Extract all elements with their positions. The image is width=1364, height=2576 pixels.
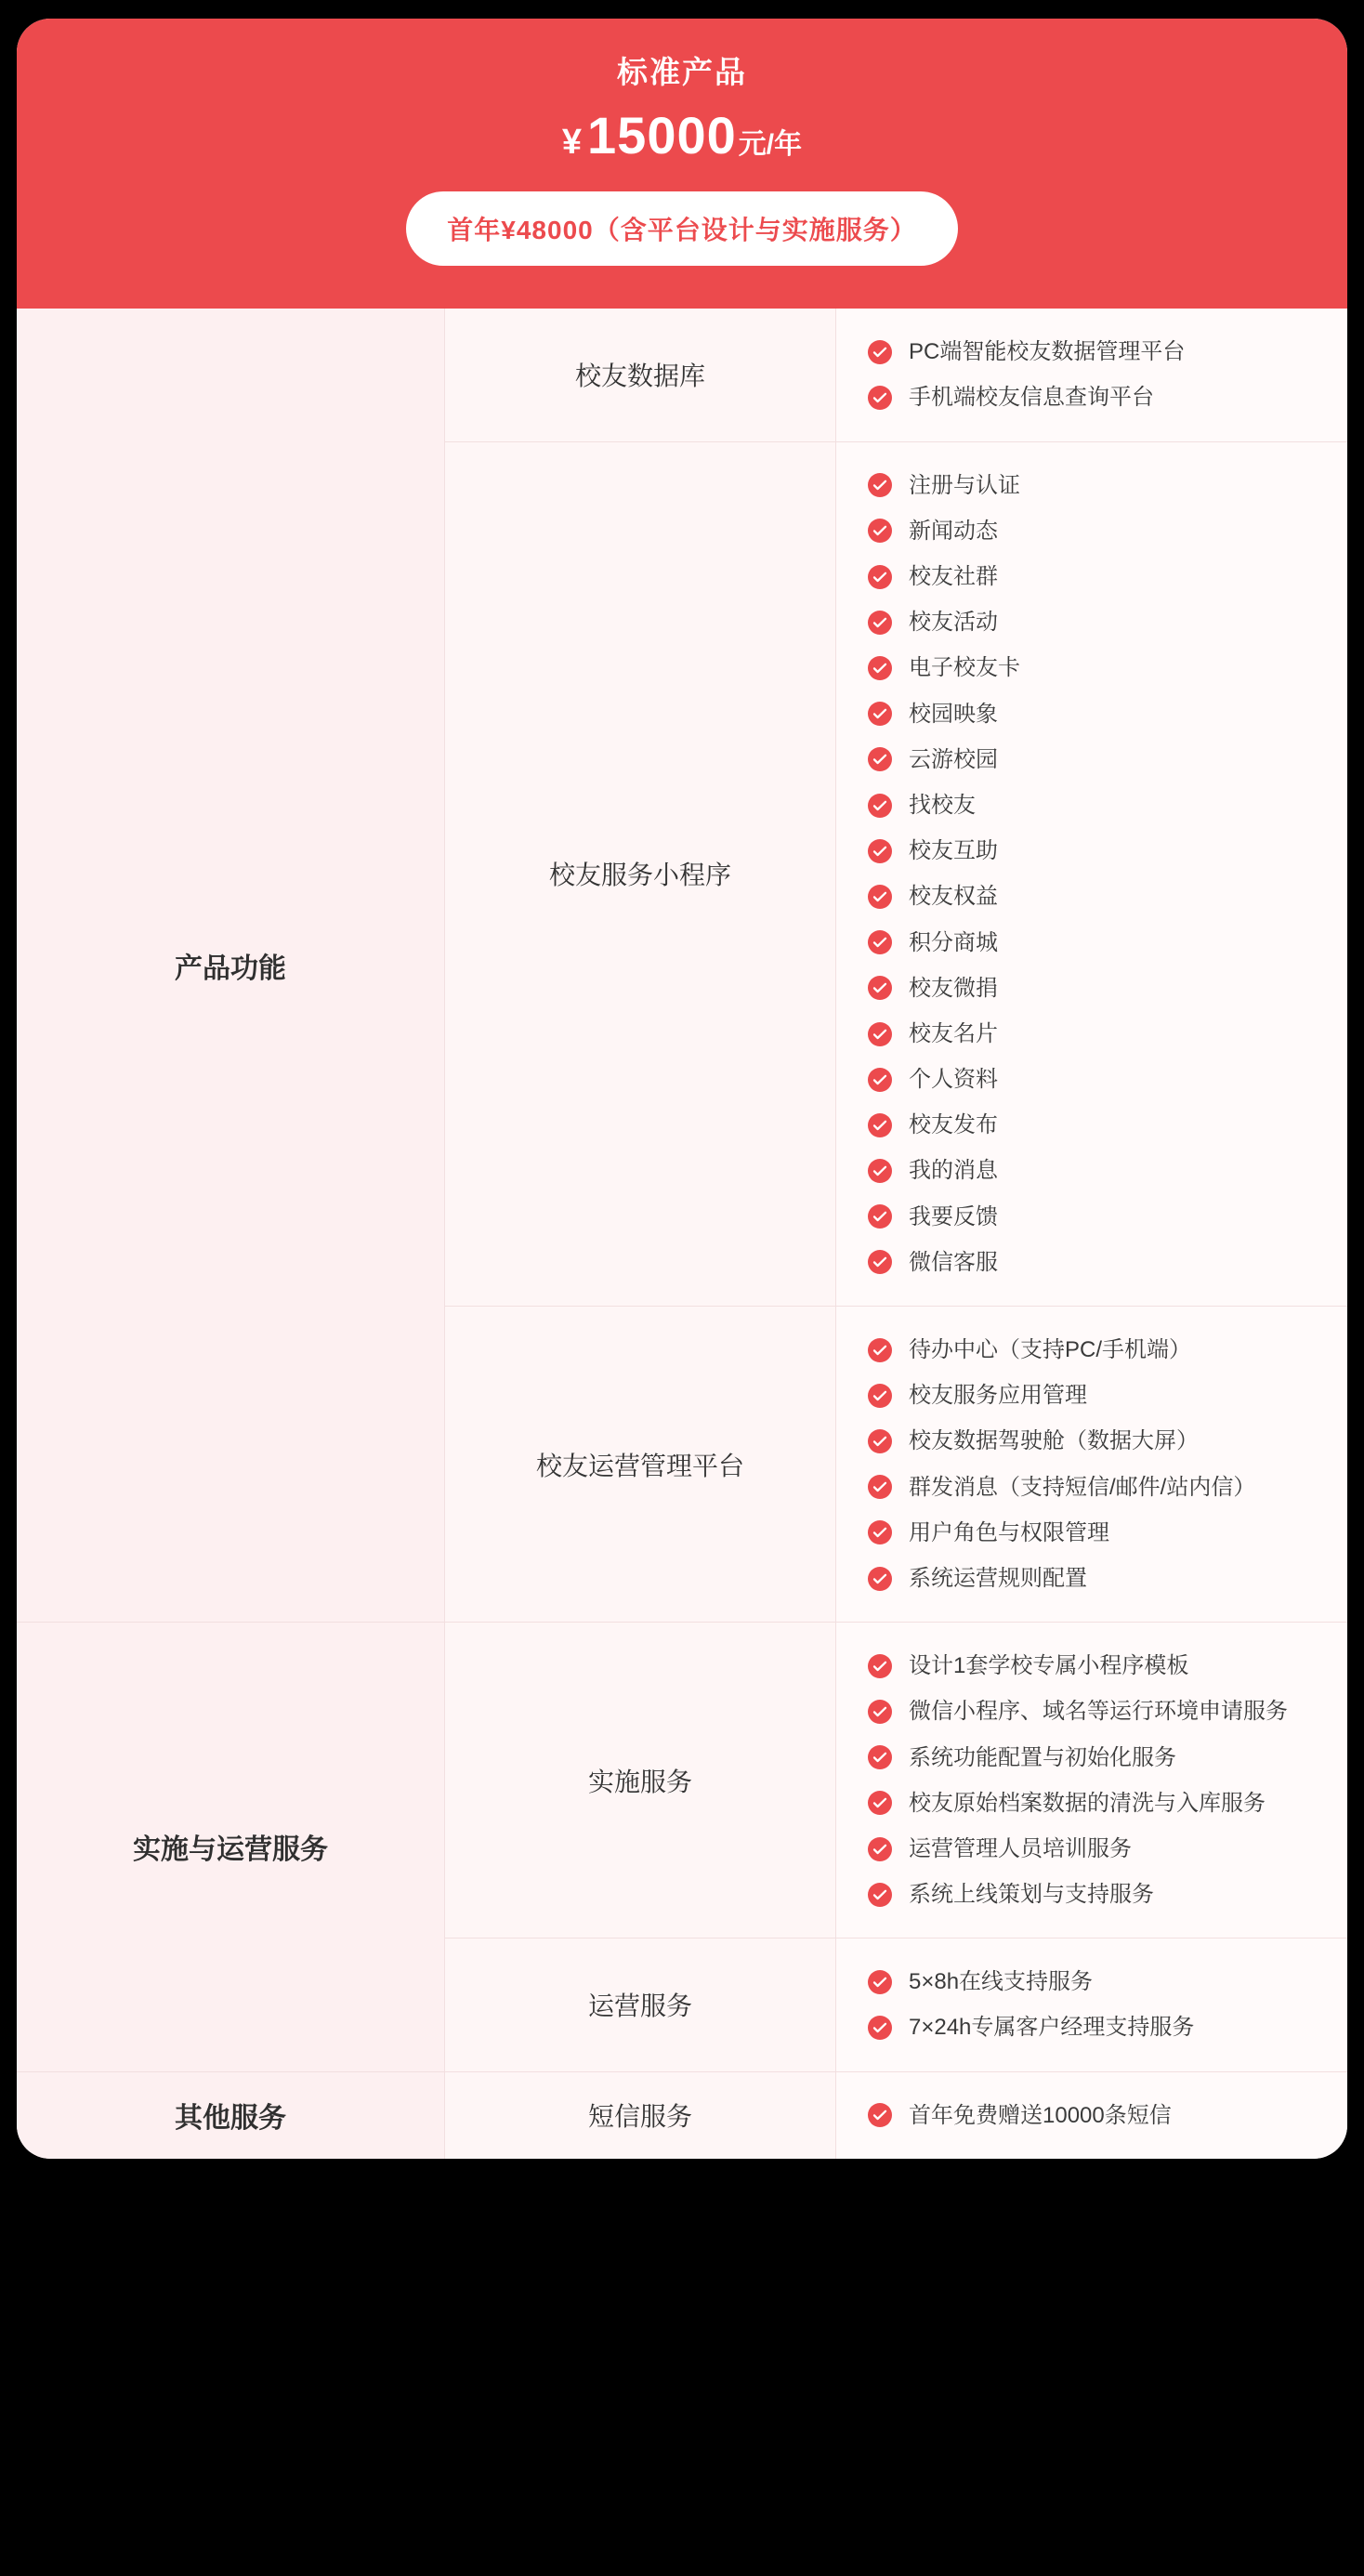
feature-text: 系统运营规则配置 — [909, 1565, 1087, 1591]
list-item — [868, 554, 1323, 599]
check-circle-icon — [868, 340, 892, 364]
list-item — [868, 1102, 1323, 1148]
module-label: 短信服务 — [445, 2071, 836, 2159]
feature-text: 首年免费赠送10000条短信 — [909, 2102, 1172, 2128]
feature-list — [868, 1643, 1323, 1917]
feature-text: 系统上线策划与支持服务 — [909, 1882, 1154, 1908]
list-item — [868, 599, 1323, 645]
check-circle-icon — [868, 1520, 892, 1544]
check-circle-icon — [868, 747, 892, 771]
check-circle-icon — [868, 1745, 892, 1769]
feature-text: 注册与认证 — [909, 472, 1020, 498]
feature-text: 校友活动 — [909, 610, 998, 636]
feature-cell — [836, 1939, 1348, 2071]
list-item — [868, 1781, 1323, 1826]
module-label: 运营服务 — [445, 1939, 836, 2071]
feature-list — [868, 1327, 1323, 1601]
feature-text: 校友名片 — [909, 1020, 998, 1046]
feature-text: 校友数据驾驶舱（数据大屏） — [909, 1428, 1199, 1454]
list-item — [868, 1872, 1323, 1917]
feature-text: 用户角色与权限管理 — [909, 1519, 1109, 1545]
feature-cell — [836, 1623, 1348, 1939]
list-item — [868, 691, 1323, 737]
check-circle-icon — [868, 885, 892, 909]
feature-text: 运营管理人员培训服务 — [909, 1835, 1132, 1861]
feature-text: 校友原始档案数据的清洗与入库服务 — [909, 1790, 1266, 1816]
check-circle-icon — [868, 611, 892, 635]
feature-text: 校友服务应用管理 — [909, 1383, 1087, 1409]
check-circle-icon — [868, 1883, 892, 1907]
list-item — [868, 737, 1323, 782]
check-circle-icon — [868, 1567, 892, 1591]
feature-cell — [836, 441, 1348, 1306]
list-item — [868, 1194, 1323, 1240]
currency-symbol: ¥ — [561, 123, 583, 163]
check-circle-icon — [868, 1791, 892, 1815]
spec-table — [17, 309, 1347, 2159]
feature-text: 我要反馈 — [909, 1203, 998, 1229]
group-label: 产品功能 — [17, 309, 445, 1622]
check-circle-icon — [868, 1384, 892, 1408]
feature-text: 校友社群 — [909, 564, 998, 590]
feature-text: 云游校园 — [909, 746, 998, 772]
check-circle-icon — [868, 2016, 892, 2040]
module-label: 校友数据库 — [445, 309, 836, 441]
table-row — [17, 2071, 1347, 2159]
product-title: 标准产品 — [617, 55, 747, 89]
feature-text: 个人资料 — [909, 1067, 998, 1093]
first-year-badge: 首年¥48000（含平台设计与实施服务） — [406, 191, 957, 266]
list-item — [868, 1826, 1323, 1872]
list-item — [868, 1556, 1323, 1601]
list-item — [868, 828, 1323, 874]
feature-text: 校友微捐 — [909, 975, 998, 1001]
list-item — [868, 1148, 1323, 1193]
feature-text: 我的消息 — [909, 1158, 998, 1184]
list-item — [868, 1689, 1323, 1734]
check-circle-icon — [868, 794, 892, 818]
feature-text: 电子校友卡 — [909, 655, 1020, 681]
list-item — [868, 966, 1323, 1011]
feature-text: 手机端校友信息查询平台 — [909, 385, 1154, 411]
feature-text: 校友权益 — [909, 884, 998, 910]
feature-text: 找校友 — [909, 792, 976, 818]
check-circle-icon — [868, 702, 892, 726]
feature-list — [868, 2093, 1323, 2138]
feature-text: 7×24h专属客户经理支持服务 — [909, 2015, 1195, 2041]
check-circle-icon — [868, 1338, 892, 1362]
list-item — [868, 1510, 1323, 1556]
list-item — [868, 645, 1323, 690]
list-item — [868, 1465, 1323, 1510]
check-circle-icon — [868, 1022, 892, 1046]
check-circle-icon — [868, 1250, 892, 1274]
list-item — [868, 1373, 1323, 1418]
check-circle-icon — [868, 473, 892, 497]
check-circle-icon — [868, 1654, 892, 1678]
feature-list — [868, 463, 1323, 1285]
feature-text: 校园映象 — [909, 701, 998, 727]
list-item — [868, 1327, 1323, 1373]
check-circle-icon — [868, 1837, 892, 1861]
feature-text: 校友互助 — [909, 838, 998, 864]
feature-text: 群发消息（支持短信/邮件/站内信） — [909, 1474, 1256, 1500]
list-item — [868, 782, 1323, 828]
check-circle-icon — [868, 386, 892, 410]
price-row — [17, 106, 1347, 165]
feature-text: 校友发布 — [909, 1112, 998, 1138]
feature-cell — [836, 309, 1348, 441]
list-item — [868, 1011, 1323, 1057]
feature-text: 设计1套学校专属小程序模板 — [909, 1653, 1189, 1679]
list-item — [868, 463, 1323, 508]
pricing-card — [17, 19, 1347, 2159]
check-circle-icon — [868, 2103, 892, 2127]
check-circle-icon — [868, 1159, 892, 1183]
check-circle-icon — [868, 656, 892, 680]
check-circle-icon — [868, 930, 892, 954]
list-item — [868, 329, 1323, 375]
list-item — [868, 375, 1323, 420]
feature-text: 新闻动态 — [909, 518, 998, 544]
feature-list — [868, 329, 1323, 420]
group-label: 实施与运营服务 — [17, 1623, 445, 2072]
feature-list — [868, 1959, 1323, 2050]
check-circle-icon — [868, 1429, 892, 1453]
feature-text: 待办中心（支持PC/手机端） — [909, 1337, 1192, 1363]
feature-text: 系统功能配置与初始化服务 — [909, 1744, 1176, 1770]
list-item — [868, 874, 1323, 919]
check-circle-icon — [868, 1068, 892, 1092]
card-header — [17, 19, 1347, 309]
module-label: 校友运营管理平台 — [445, 1307, 836, 1623]
list-item — [868, 2093, 1323, 2138]
list-item — [868, 1643, 1323, 1689]
check-circle-icon — [868, 839, 892, 863]
group-label: 其他服务 — [17, 2071, 445, 2159]
list-item — [868, 1240, 1323, 1285]
list-item — [868, 508, 1323, 554]
feature-text: 积分商城 — [909, 929, 998, 955]
feature-cell — [836, 1307, 1348, 1623]
price-unit: 元/年 — [738, 129, 803, 161]
check-circle-icon — [868, 1700, 892, 1724]
list-item — [868, 1959, 1323, 2004]
list-item — [868, 920, 1323, 966]
table-row — [17, 309, 1347, 441]
list-item — [868, 1735, 1323, 1781]
module-label: 实施服务 — [445, 1623, 836, 1939]
check-circle-icon — [868, 1970, 892, 1994]
table-row — [17, 1623, 1347, 1939]
feature-cell — [836, 2071, 1348, 2159]
check-circle-icon — [868, 1204, 892, 1229]
check-circle-icon — [868, 1475, 892, 1499]
check-circle-icon — [868, 519, 892, 543]
check-circle-icon — [868, 976, 892, 1000]
feature-text: 微信小程序、域名等运行环境申请服务 — [909, 1699, 1288, 1725]
module-label: 校友服务小程序 — [445, 441, 836, 1306]
price-amount: 15000 — [587, 106, 737, 165]
check-circle-icon — [868, 1113, 892, 1137]
list-item — [868, 1418, 1323, 1464]
feature-text: 5×8h在线支持服务 — [909, 1969, 1094, 1995]
feature-text: PC端智能校友数据管理平台 — [909, 339, 1186, 365]
feature-text: 微信客服 — [909, 1249, 998, 1275]
check-circle-icon — [868, 565, 892, 589]
list-item — [868, 1057, 1323, 1102]
list-item — [868, 2004, 1323, 2050]
